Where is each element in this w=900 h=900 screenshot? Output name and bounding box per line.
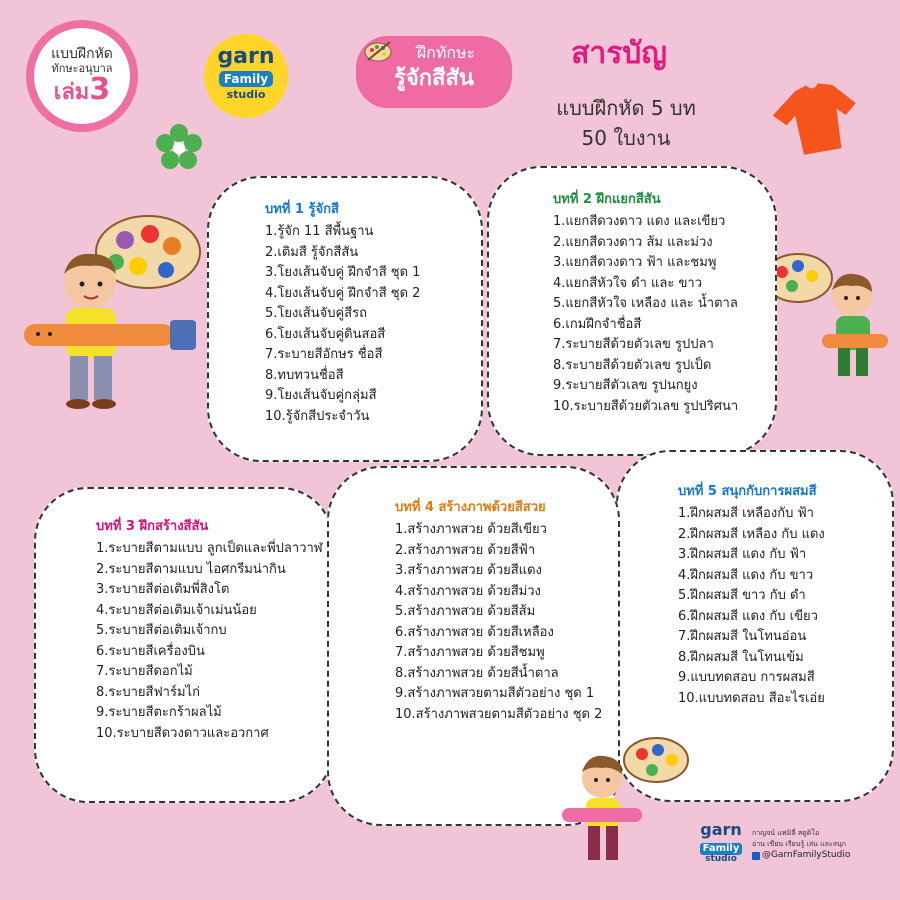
list-item: 1.สร้างภาพสวย ด้วยสีเขียว <box>395 522 547 537</box>
badge-volume <box>34 72 130 107</box>
chapter-card-2 <box>487 166 777 456</box>
list-item: 4.สร้างภาพสวย ด้วยสีม่วง <box>395 583 541 599</box>
list-item: 7.ระบายสีดอกไม้ <box>96 664 193 679</box>
list-item: 2.เติมสี รู้จักสีสัน <box>265 244 359 260</box>
palette-icon <box>364 40 394 62</box>
list-item: 10.รู้จักสีประจำวัน <box>265 408 370 424</box>
shirt-icon <box>772 82 862 156</box>
list-item: 1.ฝึกผสมสี เหลืองกับ ฟ้า <box>678 506 814 521</box>
flower-icon <box>156 124 202 170</box>
list-item: 9.ระบายสีตะกร้าผลไม้ <box>96 705 222 720</box>
list-item: 3.โยงเส้นจับคู่ ฝึกจำสี ชุด 1 <box>265 265 421 280</box>
chapter-card-3 <box>34 487 334 803</box>
list-item: 8.ทบทวนชื่อสี <box>265 367 344 383</box>
badge-line-2: ทักษะอนุบาล <box>51 62 113 75</box>
logo-word-garn: garn <box>217 44 275 69</box>
pill-line-1: ฝึกทักษะ <box>416 43 476 62</box>
list-item: 4.โยงเส้นจับคู่ ฝึกจำสี ชุด 2 <box>265 285 421 301</box>
list-item: 6.สร้างภาพสวย ด้วยสีเหลือง <box>395 624 554 640</box>
logo-word-studio: studio <box>226 88 266 101</box>
badge-line-1: แบบฝึกหัด <box>51 46 113 62</box>
pill-line-2: รู้จักสีสัน <box>394 66 474 91</box>
list-item: 1.แยกสีดวงดาว แดง และเขียว <box>553 214 726 229</box>
list-item: 8.ระบายสีฟาร์มไก่ <box>96 684 200 700</box>
list-item: 6.ฝึกผสมสี แดง กับ เขียว <box>678 608 818 624</box>
badge-volume-text: เล่ม <box>53 80 90 105</box>
list-item: 10.ระบายสีด้วยตัวเลข รูปปริศนา <box>553 398 739 414</box>
book-badge <box>26 20 138 132</box>
list-item: 7.ฝึกผสมสี ในโทนอ่อน <box>678 629 807 644</box>
footer-logo-family: Family <box>700 843 743 855</box>
list-item: 7.สร้างภาพสวย ด้วยสีชมพู <box>395 645 545 660</box>
chapter-5-title: บทที่ 5 สนุกกับการผสมสี <box>678 484 817 499</box>
chapter-3-list <box>96 539 322 744</box>
logo-word-family: Family <box>219 71 273 87</box>
list-item: 5.โยงเส้นจับคู่สีรถ <box>265 306 367 321</box>
list-item: 8.ฝึกผสมสี ในโทนเข้ม <box>678 649 804 665</box>
footer-facebook[interactable] <box>752 850 850 862</box>
chapter-1-list <box>265 222 471 427</box>
list-item: 3.สร้างภาพสวย ด้วยสีแดง <box>395 563 542 578</box>
list-item: 10.ระบายสีดวงดาวและอวกาศ <box>96 725 269 741</box>
page-title: สารบัญ <box>571 36 667 71</box>
list-item: 9.แบบทดสอบ การผสมสี <box>678 670 815 685</box>
brand-logo <box>204 34 288 118</box>
list-item: 9.ระบายสีตัวเลข รูปนกยูง <box>553 378 698 393</box>
boy-with-palette-illustration <box>20 212 210 422</box>
list-item: 7.ระบายสีอักษร ชื่อสี <box>265 347 383 362</box>
title-subtitle-1: แบบฝึกหัด 5 บท <box>556 96 696 120</box>
list-item: 4.ฝึกผสมสี แดง กับ ขาว <box>678 567 814 583</box>
list-item: 2.ฝึกผสมสี เหลือง กับ แดง <box>678 526 825 542</box>
footer-logo <box>696 822 746 864</box>
list-item: 1.ระบายสีตามแบบ ลูกเป็ดและพี่ปลาวาฬ <box>96 541 323 556</box>
list-item: 9.สร้างภาพสวยตามสีตัวอย่าง ชุด 1 <box>395 686 595 701</box>
title-subtitle-2: 50 ใบงาน <box>581 126 671 150</box>
list-item: 2.ระบายสีตามแบบ ไอศกรีมน่ากิน <box>96 561 286 577</box>
boy-bottom-illustration <box>560 736 690 866</box>
chapter-3-title: บทที่ 3 ฝึกสร้างสีสัน <box>96 519 209 534</box>
list-item: 2.สร้างภาพสวย ด้วยสีฟ้า <box>395 542 536 558</box>
list-item: 1.รู้จัก 11 สีพื้นฐาน <box>265 224 374 239</box>
list-item: 3.ฝึกผสมสี แดง กับ ฟ้า <box>678 547 807 562</box>
list-item: 6.เกมฝึกจำชื่อสี <box>553 316 642 332</box>
chapter-2-list <box>553 212 765 417</box>
list-item: 5.ระบายสีต่อเติมเจ้ากบ <box>96 623 227 638</box>
list-item: 8.สร้างภาพสวย ด้วยสีน้ำตาล <box>395 665 559 681</box>
list-item: 9.โยงเส้นจับคู่กลุ่มสี <box>265 388 377 403</box>
list-item: 3.ระบายสีต่อเติมพี่สิงโต <box>96 582 230 597</box>
chapter-4-title: บทที่ 4 สร้างภาพด้วยสีสวย <box>395 500 546 515</box>
list-item: 2.แยกสีดวงดาว ส้ม และม่วง <box>553 234 713 250</box>
footer-line-1: กาญจน์ แฟมิลี่ สตูดิโอ <box>752 829 820 837</box>
list-item: 7.ระบายสีด้วยตัวเลข รูปปลา <box>553 337 714 352</box>
list-item: 6.โยงเส้นจับคู่ดินสอสี <box>265 326 386 342</box>
list-item: 4.แยกสีหัวใจ ดำ และ ขาว <box>553 275 702 291</box>
list-item: 5.แยกสีหัวใจ เหลือง และ น้ำตาล <box>553 296 738 311</box>
list-item: 10.สร้างภาพสวยตามสีตัวอย่าง ชุด 2 <box>395 706 603 722</box>
chapter-4-list <box>395 520 608 725</box>
list-item: 5.ฝึกผสมสี ขาว กับ ดำ <box>678 588 806 603</box>
facebook-handle[interactable]: @GarnFamilyStudio <box>762 850 851 860</box>
chapter-2-title: บทที่ 2 ฝึกแยกสีสัน <box>553 192 661 207</box>
list-item: 8.ระบายสีด้วยตัวเลข รูปเป็ด <box>553 357 712 373</box>
chapter-1-title: บทที่ 1 รู้จักสี <box>265 202 339 217</box>
list-item: 3.แยกสีดวงดาว ฟ้า และชมพู <box>553 255 717 270</box>
boy-right-illustration <box>762 250 892 384</box>
footer-line-2: อ่าน เขียน เรียนรู้ เล่น และสนุก <box>752 840 847 848</box>
chapter-card-1 <box>207 176 483 462</box>
chapter-5-list <box>678 504 882 709</box>
badge-volume-number: 3 <box>89 72 111 107</box>
list-item: 10.แบบทดสอบ สีอะไรเอ่ย <box>678 690 825 706</box>
footer-logo-studio: studio <box>705 854 737 864</box>
footer-text <box>752 828 850 862</box>
list-item: 5.สร้างภาพสวย ด้วยสีส้ม <box>395 604 536 619</box>
list-item: 4.ระบายสีต่อเติมเจ้าเม่นน้อย <box>96 602 257 618</box>
footer-logo-garn: garn <box>700 820 742 839</box>
facebook-icon <box>752 852 760 860</box>
list-item: 6.ระบายสีเครื่องบิน <box>96 643 205 659</box>
